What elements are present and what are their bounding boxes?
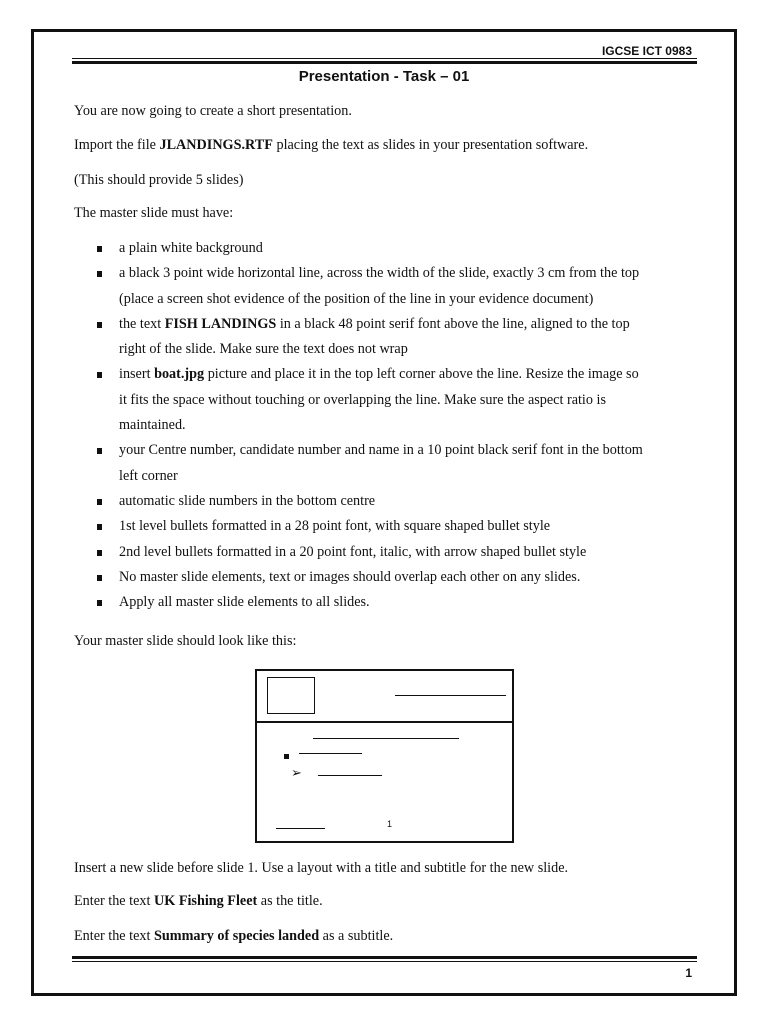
- list-item: automatic slide numbers in the bottom centre: [74, 489, 714, 514]
- square-bullet-icon: [97, 246, 102, 252]
- square-bullet-icon: [97, 271, 102, 277]
- square-bullet-icon: [97, 524, 102, 530]
- square-bullet-icon: [97, 575, 102, 581]
- square-bullet-icon: [97, 499, 102, 505]
- image-placeholder: [267, 677, 315, 714]
- square-bullet-icon: [97, 322, 102, 328]
- master-requirements-list: [74, 236, 714, 615]
- page-number: 1: [685, 966, 692, 980]
- slide-number: 1: [387, 819, 393, 829]
- list-item: the text FISH LANDINGS in a black 48 point serif font above the line, aligned to the top right of the slide. Make sure the text does not wrap: [74, 312, 714, 363]
- enter-title-instruction: Enter the text UK Fishing Fleet as the title.: [74, 893, 323, 909]
- list-item: a plain white background: [74, 236, 714, 261]
- page-title: Presentation - Task – 01: [298, 68, 470, 85]
- square-bullet-icon: [97, 600, 102, 606]
- slide-count-note: (This should provide 5 slides): [74, 172, 244, 188]
- square-bullet-icon: [97, 550, 102, 556]
- intro-text: You are now going to create a short presentation.: [74, 103, 352, 119]
- import-filename: JLANDINGS.RTF: [159, 137, 273, 153]
- body-placeholder-line: [313, 738, 459, 739]
- insert-slide-instruction: Insert a new slide before slide 1. Use a layout with a title and subtitle for the new slide.: [74, 860, 569, 876]
- header-rule: [72, 58, 697, 64]
- list-item: your Centre number, candidate number and name in a 10 point black serif font in the bottom left corner: [74, 438, 714, 489]
- enter-subtitle-instruction: Enter the text Summary of species landed as a subtitle.: [74, 928, 394, 944]
- master-slide-diagram: [255, 669, 514, 843]
- list-item: 2nd level bullets formatted in a 20 point font, italic, with arrow shaped bullet style: [74, 540, 714, 565]
- course-code: IGCSE ICT 0983: [601, 44, 692, 58]
- level1-bullet-line: [299, 753, 362, 754]
- square-bullet-icon: [97, 372, 102, 378]
- arrow-bullet-icon: ➢: [291, 766, 302, 781]
- list-item: insert boat.jpg picture and place it in the top left corner above the line. Resize the image so it fits the space without touching or overlapping the line. Make sure the aspect ratio is maintained.: [74, 362, 714, 438]
- import-suffix: placing the text as slides in your presentation software.: [272, 137, 589, 153]
- list-item: Apply all master slide elements to all slides.: [74, 590, 714, 615]
- horizontal-divider-line: [257, 721, 512, 723]
- square-bullet-icon: [284, 754, 289, 759]
- footer-placeholder-line: [276, 828, 325, 829]
- list-item: No master slide elements, text or images should overlap each other on any slides.: [74, 565, 714, 590]
- footer-rule: [72, 956, 697, 962]
- master-intro: The master slide must have:: [74, 205, 234, 221]
- master-look-text: Your master slide should look like this:: [74, 633, 297, 649]
- list-item: 1st level bullets formatted in a 28 point font, with square shaped bullet style: [74, 514, 714, 539]
- list-item: a black 3 point wide horizontal line, across the width of the slide, exactly 3 cm from the top (place a screen shot evidence of the position of the line in your evidence document): [74, 261, 714, 312]
- import-prefix: Import the file: [74, 137, 160, 153]
- title-placeholder-line: [395, 695, 506, 696]
- square-bullet-icon: [97, 448, 102, 454]
- import-instruction: [74, 137, 588, 154]
- level2-bullet-line: [318, 775, 382, 776]
